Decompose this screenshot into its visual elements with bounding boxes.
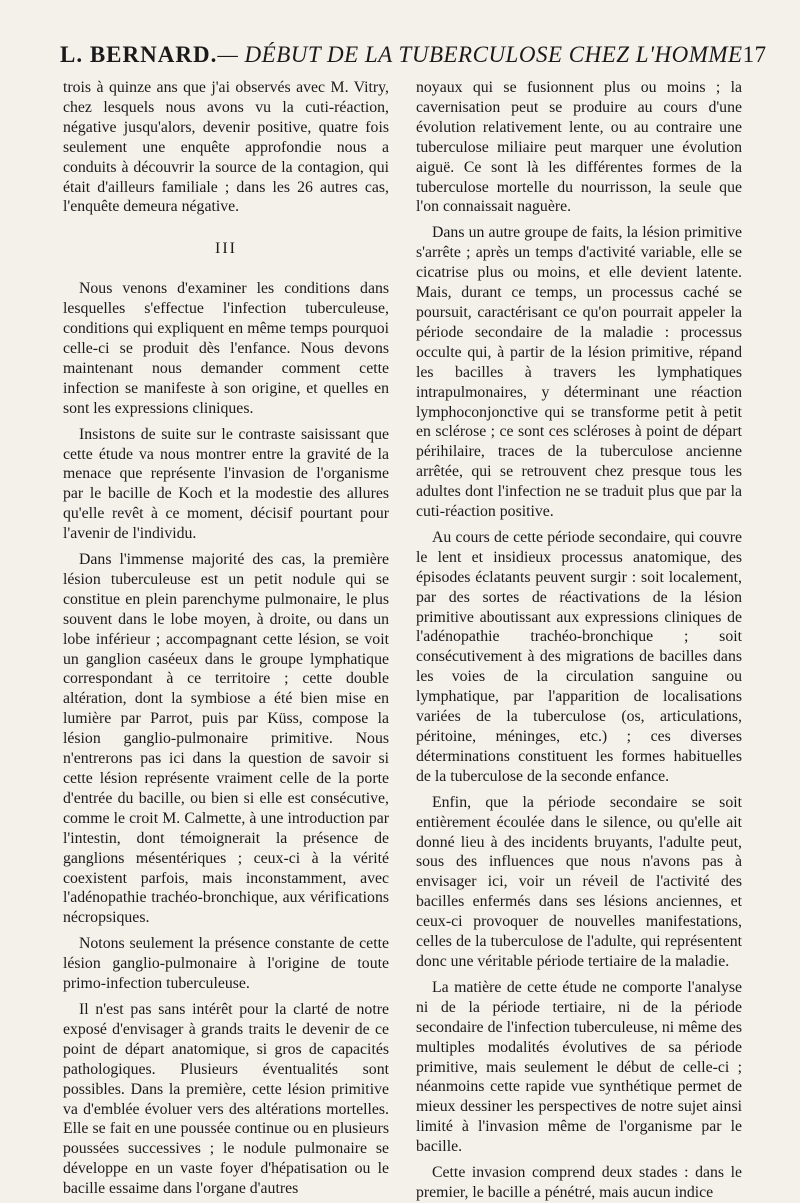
paragraph: noyaux qui se fusionnent plus ou moins ; la cavernisation peut se produire au cours d'une évolution relativement lente, ou au contraire une tuberculose miliaire peut marquer une évolution aiguë. Ce sont là les différentes formes de la tuberculose mortelle du nourrisson, la seule que l'on connaissait naguère. — [416, 79, 742, 216]
header-author: L. BERNARD. — [60, 42, 218, 67]
paragraph: Il n'est pas sans intérêt pour la clarté de notre exposé d'envisager à grands traits le devenir de ce point de départ anatomique, si gros de capacités pathologiques. Plusieurs éventualités sont possibles. Dans la première, cette lésion primitive va d'emblée évoluer vers des altérations mortelles. Elle se fait en une poussée continue ou en plusieurs poussées successives ; le nodule pulmonaire se développe en un vaste foyer d'hépatisation ou le bacille essaime dans l'organe d'autres — [63, 1000, 389, 1198]
section-heading: III — [215, 240, 237, 258]
paragraph: Dans un autre groupe de faits, la lésion primitive s'arrête ; après un temps d'activité variable, elle se cicatrise plus ou moins, et elle devient latente. Mais, durant ce temps, un processus caché se poursuit, caractérisant ce qu'on pourrait appeler la période secondaire de la maladie : processus occulte qui, à partir de la lésion primitive, répand les bacilles à travers les lymphatiques intrapulmonaires, y déterminant une réaction lymphoconjonctive qui se transforme petit à petit en sclérose ; ce sont ces scléroses à point de départ périhilaire, traces de la tuberculose ancienne arrêtée, qui se retrouvent chez presque tous les adultes dont l'infection ne se traduit plus que par la cuti-réaction positive. — [416, 224, 742, 521]
paragraph: Notons seulement la présence constante de cette lésion ganglio-pulmonaire à l'origine de toute primo-infection tuberculeuse. — [63, 935, 389, 993]
paragraph: trois à quinze ans que j'ai observés avec M. Vitry, chez lesquels nous avons vu la cuti-réaction, négative jusqu'alors, devenir positive, quatre fois seulement une enquête approfondie nous a conduits à découvrir la source de la contagion, qui était d'ailleurs familiale ; dans les 26 autres cas, l'enquête demeura négative. — [63, 79, 389, 216]
paragraph: Nous venons d'examiner les conditions dans lesquelles s'effectue l'infection tuberculeuse, conditions qui expliquent en même temps pourquoi celle-ci se produit dès l'enfance. Nous devons maintenant nous demander comment cette infection se manifeste à son origine, et quelles en sont les expressions cliniques. — [63, 280, 389, 417]
paragraph: Cette invasion comprend deux stades : dans le premier, le bacille a pénétré, mais aucun indice — [416, 1164, 742, 1201]
page-number: 17 — [742, 42, 767, 67]
paragraph: Enfin, que la période secondaire se soit entièrement écoulée dans le silence, ou qu'elle ait donné lieu à des incidents bruyants, l'adulte peut, sous des influences que nous n'avons pas à envisager ici, voir un réveil de l'activité des bacilles enfermés dans ses lésions anciennes, et ceux-ci provoquer de nouvelles manifestations, celles de la tuberculose de l'adulte, qui représentent donc une véritable période tertiaire de la maladie. — [416, 793, 742, 970]
paragraph: La matière de cette étude ne comporte l'analyse ni de la période tertiaire, ni de la période secondaire de l'infection tuberculeuse, ni même des multiples modalités évolutives de sa période primitive, mais seulement le début de celle-ci ; néanmoins cette rapide vue synthétique permet de mieux dessiner les perspectives de notre sujet ainsi limité à l'invasion même de l'organisme par le bacille. — [416, 978, 742, 1156]
running-header — [60, 42, 767, 68]
right-column — [416, 78, 742, 1203]
paragraph: Dans l'immense majorité des cas, la première lésion tuberculeuse est un petit nodule qui se constitue en plein parenchyme pulmonaire, le plus souvent dans le lobe moyen, à droite, ou dans un lobe inférieur ; accompagnant cette lésion, se voit un ganglion caséeux dans le groupe lymphatique correspondant à ce territoire ; cette double altération, dont la symbiose a été bien mise en lumière par Parrot, puis par Küss, compose la lésion ganglio-pulmonaire primitive. Nous n'entrerons pas ici dans la question de savoir si cette lésion représente vraiment celle de la porte d'entrée du bacille, ou bien si elle est consécutive, comme le croit M. Calmette, à une introduction par l'intestin, dont témoignerait la présence de ganglions mésentériques ; ceux-ci à la vérité coexistent parfois, mais inconstamment, avec l'adénopathie trachéo-bronchique, aux vérifications nécropsiques. — [63, 551, 389, 927]
left-column — [63, 78, 389, 1199]
paragraph: Au cours de cette période secondaire, qui couvre le lent et insidieux processus anatomique, des épisodes éclatants peuvent surgir : soit localement, par des sortes de réactivations de la lésion primitive aboutissant aux expressions cliniques de l'adénopathie trachéo-bronchique ; soit consécutivement à des migrations de bacilles dans les voies de la circulation sanguine ou lymphatique, par l'apparition de localisations variées de la tuberculose (os, articulations, péritoine, méninges, etc.) ; ces diverses déterminations constituent les formes habituelles de la tuberculose de la seconde enfance. — [416, 528, 742, 785]
header-title: — DÉBUT DE LA TUBERCULOSE CHEZ L'HOMME — [217, 42, 743, 67]
paragraph: Insistons de suite sur le contraste saisissant que cette étude va nous montrer entre la gravité de la menace que représente l'invasion de l'organisme par le bacille de Koch et la modestie des allures qu'elle revêt à ce moment, décisif pourtant pour l'avenir de l'individu. — [63, 425, 389, 543]
